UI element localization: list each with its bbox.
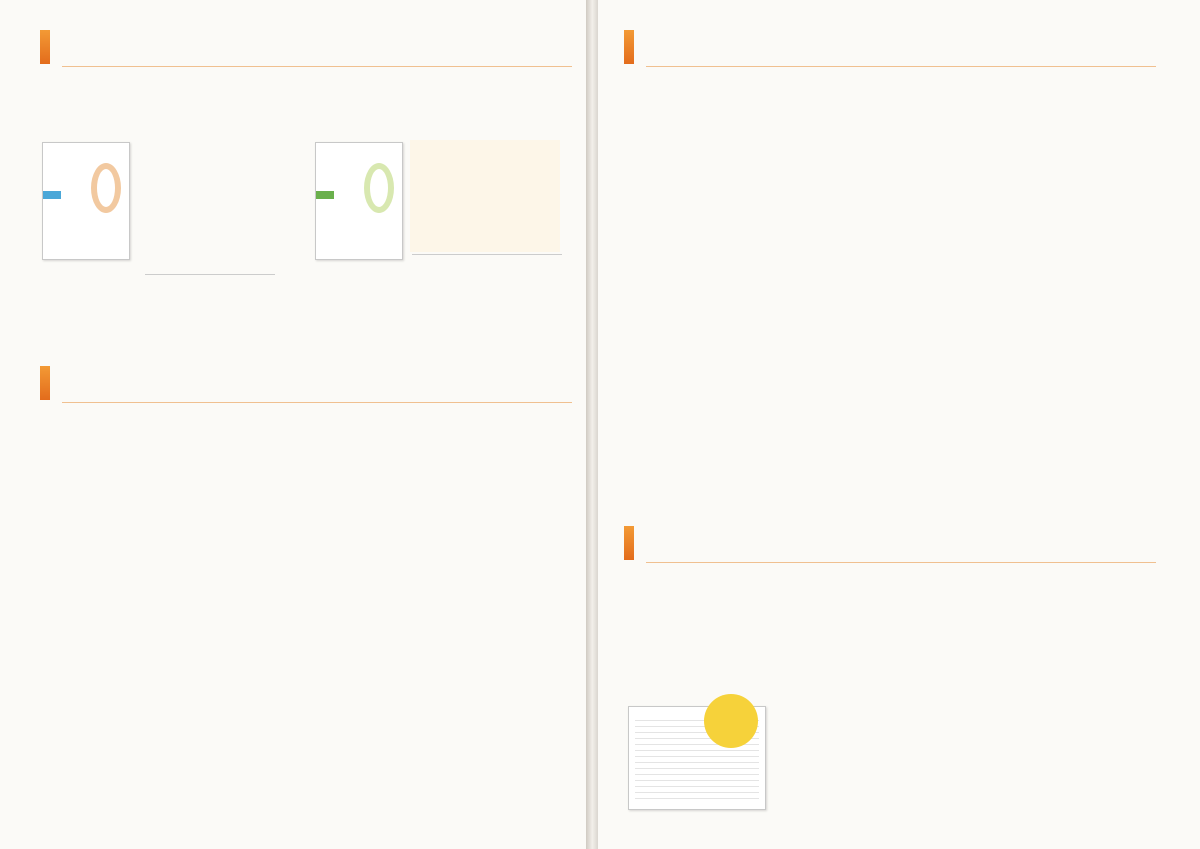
math-source [145, 274, 275, 277]
divider [646, 66, 1156, 67]
navigation-badge [704, 694, 758, 748]
section-bar [624, 526, 634, 560]
page-left [0, 0, 588, 849]
book-graphic [91, 163, 121, 213]
page-right [598, 0, 1200, 849]
divider [646, 562, 1156, 563]
divider [62, 402, 572, 403]
english-box [410, 140, 560, 252]
book-cover-english [315, 142, 403, 260]
section-bar [624, 30, 634, 64]
section-bar [40, 366, 50, 400]
book-graphic [364, 163, 394, 213]
set-line [442, 808, 453, 816]
book-tab [316, 191, 334, 199]
point-practice [44, 304, 322, 306]
set-line [1025, 480, 1036, 488]
book-cover-math [42, 142, 130, 260]
divider [62, 66, 572, 67]
english-source [412, 254, 562, 257]
book-tab [43, 191, 61, 199]
section-bar [40, 30, 50, 64]
set-line [1030, 807, 1036, 815]
